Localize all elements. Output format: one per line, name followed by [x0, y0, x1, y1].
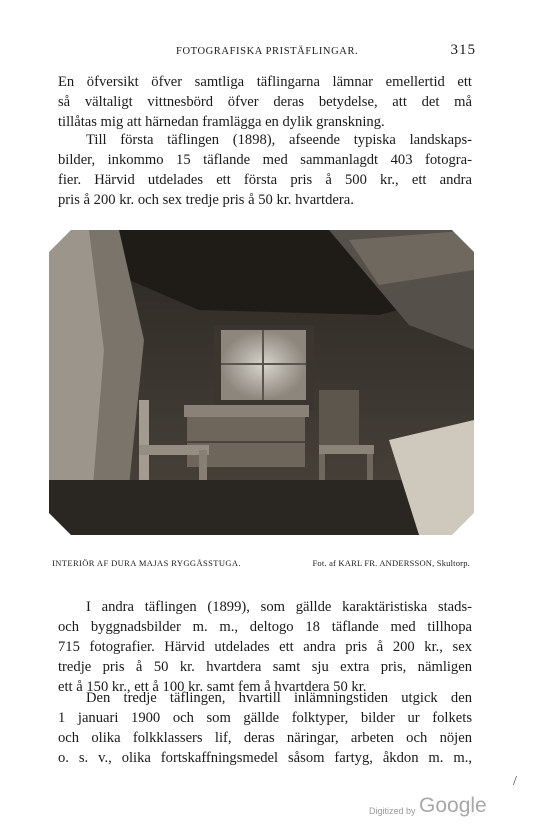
- figure-caption: [52, 558, 470, 572]
- text-line: ett å 150 kr., ett å 100 kr. samt fem å hvartdera 50 kr.: [58, 679, 367, 695]
- text-line: tillåtas mig att härnedan framlägga en dylik granskning.: [58, 114, 385, 130]
- text-line: 1 januari 1900 och som gällde folktyper, bilder ur folkets: [58, 710, 472, 726]
- caption-credit: Fot. af KARL FR. ANDERSSON, Skultorp.: [312, 558, 470, 568]
- text-line: Till första täflingen (1898), afseende typiska landskaps-: [86, 132, 472, 148]
- text-line: 715 fotografier. Härvid utdelades ett andra pris å 200 kr., sex: [58, 639, 472, 655]
- text-line: tredje pris å 50 kr. hvartdera samt sju extra pris, nämligen: [58, 659, 472, 675]
- digitized-by-label: Digitized by: [369, 806, 416, 816]
- interior-photograph: [49, 230, 474, 535]
- google-watermark: Google: [419, 794, 487, 817]
- text-line: och byggnadsbilder m. m., deltogo 18 täflande med tillhopa: [58, 619, 472, 635]
- paragraph-2: [58, 130, 472, 210]
- text-line: I andra täflingen (1899), som gällde karaktäristiska stads-: [86, 599, 472, 615]
- page-number: 315: [450, 42, 476, 58]
- text-line: Den tredje täflingen, hvartill inlämningstiden utgick den: [86, 690, 472, 706]
- paragraph-4: [58, 688, 472, 768]
- running-title: FOTOGRAFISKA PRISTÄFLINGAR.: [176, 46, 359, 57]
- text-line: fier. Härvid utdelades ett första pris å 500 kr., ett andra: [58, 172, 472, 188]
- text-line: o. s. v., olika fortskaffningsmedel såsom fartyg, åkdon m. m.,: [58, 750, 472, 766]
- caption-title: INTERIÖR AF DURA MAJAS RYGGÅSSTUGA.: [52, 558, 241, 568]
- paragraph-1: [58, 72, 472, 132]
- text-line: och olika folkklassers lif, deras näringar, arbeten och nöjen: [58, 730, 472, 746]
- text-line: bilder, inkommo 15 täflande med sammanlagdt 403 fotogra-: [58, 152, 472, 168]
- text-line: så vältaligt vittnesbörd öfver deras betydelse, att det må: [58, 94, 472, 110]
- text-line: pris å 200 kr. och sex tredje pris å 50 kr. hvartdera.: [58, 192, 354, 208]
- photograph-illustration: [49, 230, 474, 535]
- running-head: [58, 42, 476, 62]
- paragraph-3: [58, 597, 472, 697]
- margin-pencil-mark: /: [513, 774, 517, 789]
- text-line: En öfversikt öfver samtliga täflingarna lämnar emellertid ett: [58, 74, 472, 90]
